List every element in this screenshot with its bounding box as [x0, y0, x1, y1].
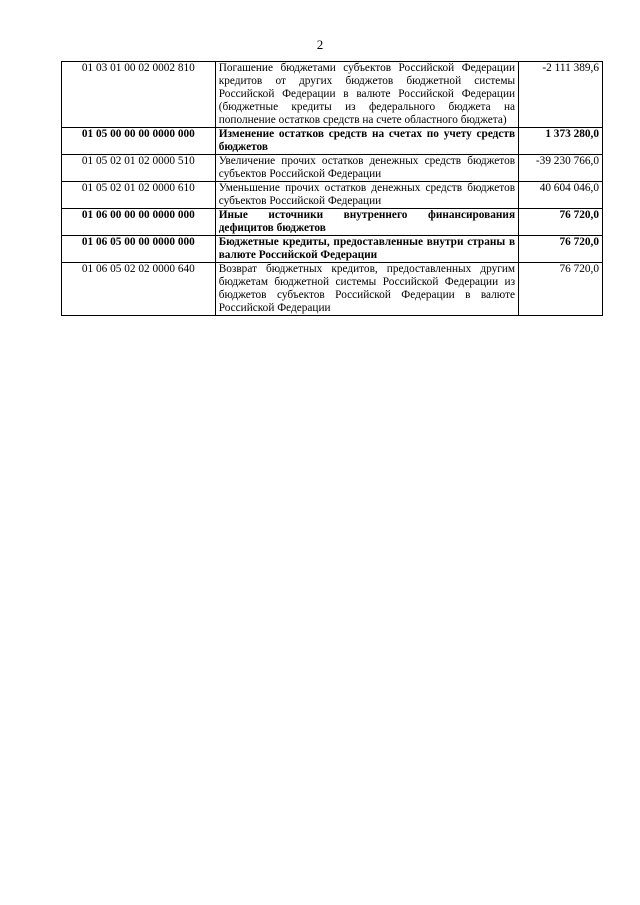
- row-description-cell: Бюджетные кредиты, предоставленные внутри страны в валюте Российской Федерации: [215, 236, 518, 263]
- row-description-cell: Увеличение прочих остатков денежных средств бюджетов субъектов Российской Федерации: [215, 155, 518, 182]
- row-code-cell: 01 06 00 00 00 0000 000: [62, 209, 216, 236]
- row-amount-cell: 76 720,0: [519, 263, 603, 316]
- table-row: [62, 155, 603, 182]
- page-number: 2: [316, 37, 324, 52]
- budget-sources-table: [61, 61, 603, 316]
- row-description-cell: Возврат бюджетных кредитов, предоставленных другим бюджетам бюджетной системы Российской Федерации из бюджетов субъектов Российской Федерации в валюте Российской Федерации: [215, 263, 518, 316]
- row-description-cell: Уменьшение прочих остатков денежных средств бюджетов субъектов Российской Федерации: [215, 182, 518, 209]
- row-code-cell: 01 05 02 01 02 0000 610: [62, 182, 216, 209]
- row-amount-cell: 76 720,0: [519, 236, 603, 263]
- row-description-cell: Изменение остатков средств на счетах по учету средств бюджетов: [215, 128, 518, 155]
- row-code-cell: 01 05 00 00 00 0000 000: [62, 128, 216, 155]
- table-body: [62, 62, 603, 316]
- row-amount-cell: 76 720,0: [519, 209, 603, 236]
- table-row: [62, 209, 603, 236]
- table-row: [62, 62, 603, 128]
- table-row: [62, 236, 603, 263]
- row-amount-cell: -39 230 766,0: [519, 155, 603, 182]
- row-amount-cell: 1 373 280,0: [519, 128, 603, 155]
- row-description-cell: Иные источники внутреннего финансирования дефицитов бюджетов: [215, 209, 518, 236]
- table-row: [62, 263, 603, 316]
- table-row: [62, 128, 603, 155]
- row-amount-cell: -2 111 389,6: [519, 62, 603, 128]
- row-code-cell: 01 05 02 01 02 0000 510: [62, 155, 216, 182]
- row-code-cell: 01 03 01 00 02 0002 810: [62, 62, 216, 128]
- row-code-cell: 01 06 05 00 00 0000 000: [62, 236, 216, 263]
- row-code-cell: 01 06 05 02 02 0000 640: [62, 263, 216, 316]
- row-description-cell: Погашение бюджетами субъектов Российской Федерации кредитов от других бюджетов бюджетной системы Российской Федерации в валюте Российской Федерации (бюджетные кредиты из федерального бюджета на пополнение остатков средств на счете областного бюджета): [215, 62, 518, 128]
- row-amount-cell: 40 604 046,0: [519, 182, 603, 209]
- table-row: [62, 182, 603, 209]
